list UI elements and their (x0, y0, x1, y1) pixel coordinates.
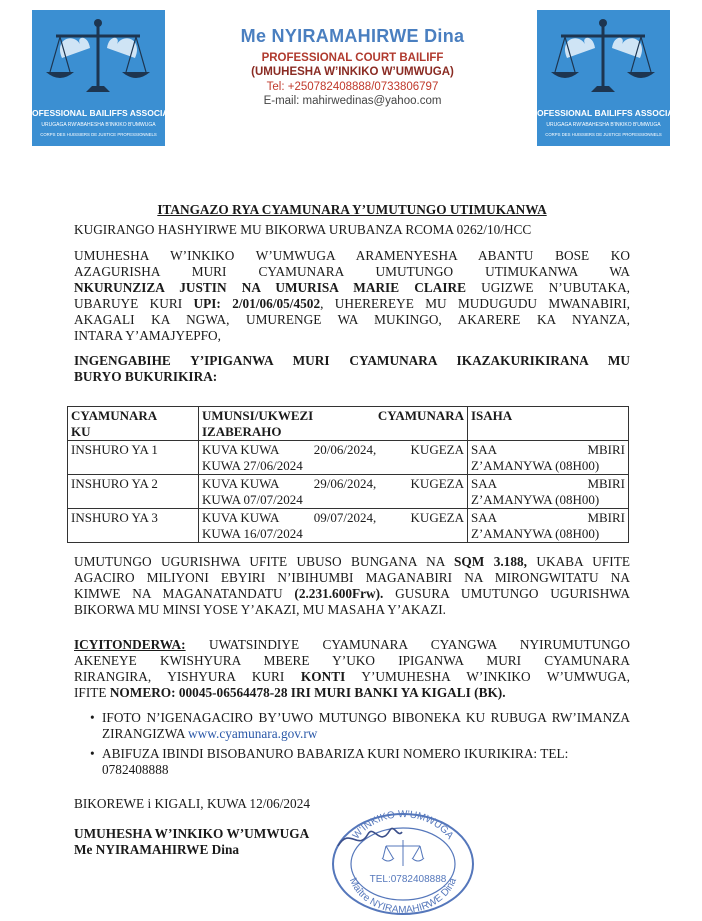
intro-line: INTARA Y’AMAJYEPFO, (74, 328, 221, 343)
property-size: SQM 3.188, (454, 554, 527, 569)
dates-cell: KUVA KUWA 09/07/2024, KUGEZA KUWA 16/07/2024 (199, 509, 468, 543)
time-cell: SAA MBIRI Z’AMANYWA (08H00) (468, 475, 629, 509)
signatory-title: UMUHESHA W’INKIKO W’UMWUGA (74, 826, 310, 841)
note-label: ICYITONDERWA: (74, 637, 186, 652)
intro-line: NKURUNZIZA JUSTIN NA UMURISA MARIE CLAIRE UGIZWE N’UBUTAKA, (74, 280, 630, 295)
intro-line: UMUHESHA W’INKIKO W’UMWUGA ARAMENYESHA ABANTU BOSE KO (74, 248, 630, 263)
payment-note: ICYITONDERWA: UWATSINDIYE CYAMUNARA CYANGWA NYIRUMUTUNGO AKENEYE KWISHYURA MBERE Y’UKO IPIGANWA MURI CYAMUNARA RIRANGIRA, YISHYURA KURI KONTI Y’UMUHESHA W’INKIKO W’UMWUGA, IFITE NOMERO: 00045-06564478-28 IRI MURI BANKI YA KIGALI (BK). (74, 637, 631, 700)
intro-line: UBARUYE KURI UPI: 2/01/06/05/4502, UHEREREYE MU MUDUGUDU MWANABIRI, (74, 296, 631, 311)
bailiff-email: E-mail: mahirwedinas@yahoo.com (263, 95, 442, 107)
notes-list (74, 710, 630, 782)
round-cell: INSHURO YA 3 (68, 509, 199, 543)
list-item: • IFOTO N’IGENAGACIRO BY’UWO MUTUNGO BIBONEKA KU RUBUGA RW’IMANZA ZIRANGIZWA www.cyamunara.gov.rw (90, 710, 630, 741)
column-header-dates: UMUNSI/UKWEZI CYAMUNARA IZABERAHO (199, 407, 468, 441)
logo-sub-text: URUGAGA RW'ABAHESHA B'INKIKO B'UMWUGA (546, 122, 661, 128)
auction-website-link[interactable]: www.cyamunara.gov.rw (188, 726, 318, 741)
logo-sub-text: CORPS DES HUISSIERS DE JUSTICE PROFESSIONNELS (40, 132, 157, 137)
logo-association-text: OFESSIONAL BAILIFFS ASSOCIATIO (32, 108, 183, 118)
handwritten-signature (338, 828, 402, 846)
property-value: (2.231.600Frw). (294, 586, 384, 601)
signatory-name: Me NYIRAMAHIRWE Dina (74, 842, 239, 857)
list-item: • ABIFUZA IBINDI BISOBANURO BABARIZA KURI NOMERO IKURIKIRA: TEL: 0782408888 (90, 746, 569, 777)
letterhead (0, 0, 702, 178)
scales-of-justice-icon (32, 10, 165, 110)
official-stamp (328, 808, 478, 916)
logo-association-text: OFESSIONAL BAILIFFS ASSOCIATIO (537, 108, 688, 118)
time-cell: SAA MBIRI Z’AMANYWA (08H00) (468, 509, 629, 543)
notice-intro (74, 248, 630, 344)
bailiff-title: PROFESSIONAL COURT BAILIFF (261, 52, 444, 64)
stamp-top-text: W'INKIKO W'UMWUGA (350, 809, 456, 842)
association-logo-right (537, 10, 688, 146)
stamp-tel-text: TEL:0782408888 (369, 874, 447, 885)
bullet-icon: • (90, 746, 95, 761)
table-row (68, 475, 629, 509)
letterhead-contact (180, 26, 525, 107)
bailiff-name: Me NYIRAMAHIRWE Dina (240, 26, 465, 46)
bank-account: NOMERO: 00045-06564478-28 IRI MURI BANKI YA KIGALI (BK). (109, 685, 506, 700)
table-row (68, 509, 629, 543)
dates-cell: KUVA KUWA 20/06/2024, KUGEZA KUWA 27/06/2024 (199, 441, 468, 475)
round-cell: INSHURO YA 2 (68, 475, 199, 509)
auction-schedule-table (67, 406, 629, 543)
round-cell: INSHURO YA 1 (68, 441, 199, 475)
intro-line: AKAGALI KA NGWA, UMURENGE WA MUKINGO, AKARERE KA NYANZA, (74, 312, 630, 327)
notice-title: ITANGAZO RYA CYAMUNARA Y’UMUTUNGO UTIMUKANWA (157, 202, 547, 217)
bailiff-title-kinyarwanda: (UMUHESHA W’INKIKO W’UMWUGA) (251, 66, 454, 78)
schedule-heading: INGENGABIHE Y’IPIGANWA MURI CYAMUNARA IKAZAKURIKIRANA MU BURYO BUKURIKIRA: (74, 353, 630, 384)
time-cell: SAA MBIRI Z’AMANYWA (08H00) (468, 441, 629, 475)
column-header-time: ISAHA (468, 407, 629, 441)
logo-sub-text: CORPS DES HUISSIERS DE JUSTICE PROFESSIONNELS (545, 132, 662, 137)
table-row (68, 441, 629, 475)
bullet-icon: • (90, 710, 95, 725)
intro-line: AZAGURISHA MURI CYAMUNARA UMUTUNGO UTIMUKANWA WA (74, 264, 630, 279)
dates-cell: KUVA KUWA 29/06/2024, KUGEZA KUWA 07/07/2024 (199, 475, 468, 509)
stamp-scales-icon (382, 840, 424, 866)
scales-of-justice-icon (537, 10, 670, 110)
place-and-date: BIKOREWE i KIGALI, KUWA 12/06/2024 (74, 796, 310, 811)
logo-sub-text: URUGAGA RW'ABAHESHA B'INKIKO B'UMWUGA (41, 122, 156, 128)
column-header-round: CYAMUNARA KU (68, 407, 199, 441)
property-description: UMUTUNGO UGURISHWA UFITE UBUSO BUNGANA NA SQM 3.188, UKABA UFITE AGACIRO MILIYONI EBYIRI N’IBIHUMBI MAGANABIRI NA MIRONGWITATU NA KIMWE NA MAGANATANDATU (2.231.600Frw). GUSURA UMUTUNGO UGURISHWA BIKORWA MU MINSI YOSE Y’AKAZI, MU MASAHA Y’AKAZI. (74, 554, 630, 617)
association-logo-left (32, 10, 183, 146)
property-owners: NKURUNZIZA JUSTIN NA UMURISA MARIE CLAIRE (74, 280, 466, 295)
bailiff-phone: Tel: +250782408888/0733806797 (266, 81, 439, 93)
upi-number: UPI: 2/01/06/05/4502 (193, 296, 321, 311)
table-header-row (68, 407, 629, 441)
stamp-name-text: Maître NYIRAMAHIRWE Dina (346, 876, 460, 916)
case-reference: KUGIRANGO HASHYIRWE MU BIKORWA URUBANZA RCOMA 0262/10/HCC (74, 222, 532, 237)
